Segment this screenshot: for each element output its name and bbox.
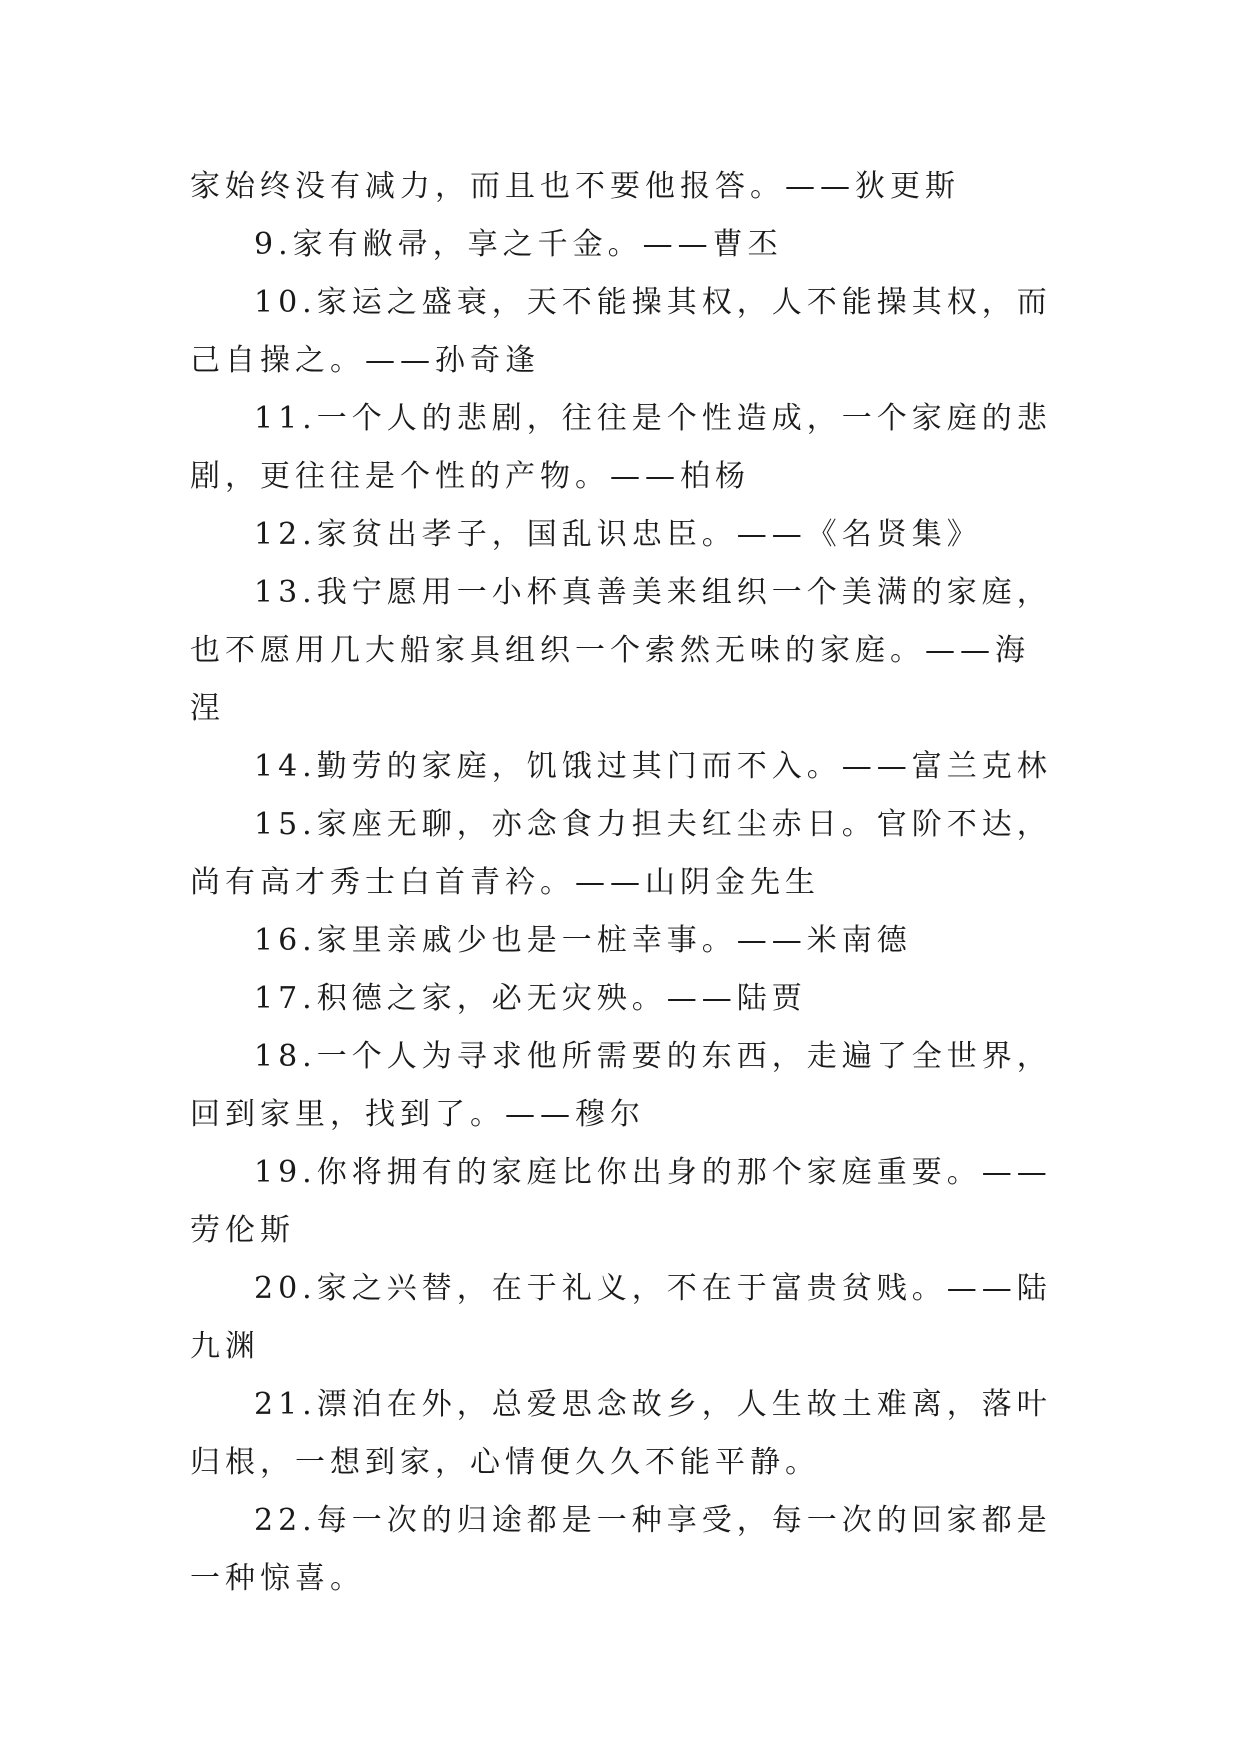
quote-15: 15.家座无聊，亦念食力担夫红尘赤日。官阶不达，尚有高才秀士白首青衿。——山阴金先生 [190, 807, 1052, 900]
quote-17: 17.积德之家，必无灾殃。——陆贾 [254, 981, 807, 1016]
quote-18: 18.一个人为寻求他所需要的东西，走遍了全世界，回到家里，找到了。——穆尔 [190, 1039, 1052, 1132]
quote-9: 9.家有敝帚，享之千金。——曹丕 [254, 227, 783, 262]
quote-12: 12.家贫出孝子，国乱识忠臣。——《名贤集》 [254, 517, 982, 552]
quote-13: 13.我宁愿用一小杯真善美来组织一个美满的家庭，也不愿用几大船家具组织一个索然无味的家庭。——海涅 [190, 575, 1052, 726]
quote-11: 11.一个人的悲剧，往往是个性造成，一个家庭的悲剧，更往往是个性的产物。——柏杨 [190, 401, 1052, 494]
quote-20: 20.家之兴替，在于礼义，不在于富贵贫贱。——陆九渊 [190, 1271, 1052, 1364]
quote-21: 21.漂泊在外，总爱思念故乡，人生故土难离，落叶归根，一想到家，心情便久久不能平静。 [190, 1387, 1052, 1480]
quote-list [190, 158, 1060, 1608]
quote-14: 14.勤劳的家庭，饥饿过其门而不入。——富兰克林 [254, 749, 1052, 784]
quote-10: 10.家运之盛衰，天不能操其权，人不能操其权，而己自操之。——孙奇逢 [190, 285, 1052, 378]
quote-22: 22.每一次的归途都是一种享受，每一次的回家都是一种惊喜。 [190, 1503, 1052, 1596]
quote-19: 19.你将拥有的家庭比你出身的那个家庭重要。——劳伦斯 [190, 1155, 1052, 1248]
quote-16: 16.家里亲戚少也是一桩幸事。——米南德 [254, 923, 912, 958]
paragraph-continued: 家始终没有减力，而且也不要他报答。——狄更斯 [190, 169, 960, 204]
